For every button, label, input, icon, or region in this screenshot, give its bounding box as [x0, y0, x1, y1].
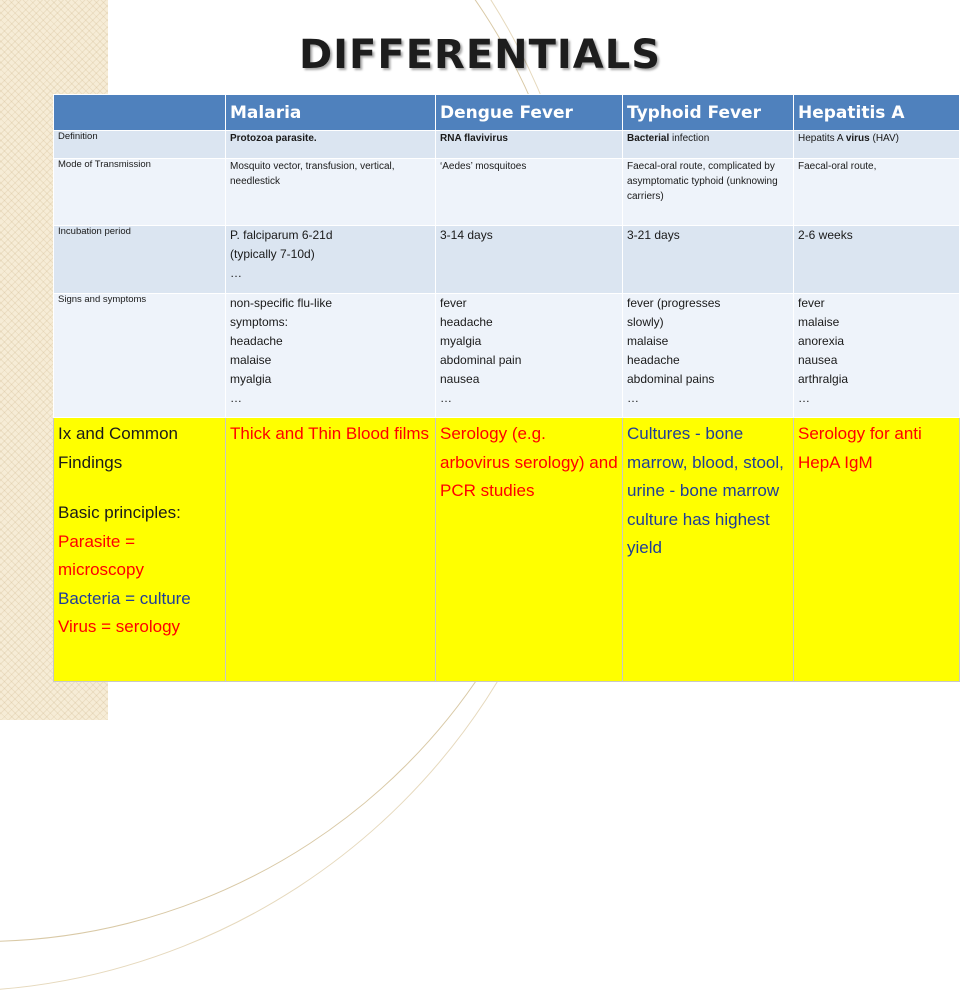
cell-symptoms-typhoid: fever (progresses slowly) malaise headache abdominal pains … [623, 294, 794, 418]
row-label-symptoms: Signs and symptoms [54, 294, 226, 418]
cell-transmission-dengue: ‘Aedes’ mosquitoes [436, 159, 623, 226]
cell-investigations-dengue: Serology (e.g. arbovirus serology) and PCR studies [436, 418, 623, 682]
cell-transmission-typhoid: Faecal-oral route, complicated by asymptomatic typhoid (unknowing carriers) [623, 159, 794, 226]
cell-investigations-malaria: Thick and Thin Blood films [226, 418, 436, 682]
row-incubation [54, 226, 960, 294]
principles-heading: Basic principles: [58, 503, 181, 522]
cell-symptoms-malaria: non-specific flu-like symptoms: headache malaise myalgia … [226, 294, 436, 418]
differentials-table [53, 94, 960, 682]
cell-definition-dengue: RNA flavivirus [436, 131, 623, 159]
header-typhoid: Typhoid Fever [623, 95, 794, 131]
slide-title [0, 32, 960, 78]
row-symptoms [54, 294, 960, 418]
header-hepatitis: Hepatitis A [794, 95, 960, 131]
row-label-definition: Definition [54, 131, 226, 159]
cell-definition-typhoid: Bacterial infection [623, 131, 794, 159]
cell-symptoms-dengue: fever headache myalgia abdominal pain nausea … [436, 294, 623, 418]
principle-parasite: Parasite = microscopy [58, 531, 144, 579]
cell-incubation-dengue: 3-14 days [436, 226, 623, 294]
row-label-transmission: Mode of Transmission [54, 159, 226, 226]
row-definition [54, 131, 960, 159]
cell-incubation-typhoid: 3-21 days [623, 226, 794, 294]
header-empty [54, 95, 226, 131]
cell-transmission-hepatitis: Faecal-oral route, [794, 159, 960, 226]
principle-bacteria: Bacteria = culture [58, 588, 191, 608]
row-investigations [54, 418, 960, 682]
row-transmission [54, 159, 960, 226]
cell-incubation-hepatitis: 2-6 weeks [794, 226, 960, 294]
cell-definition-malaria: Protozoa parasite. [226, 131, 436, 159]
cell-transmission-malaria: Mosquito vector, transfusion, vertical, needlestick [226, 159, 436, 226]
cell-definition-hepatitis: Hepatits A virus (HAV) [794, 131, 960, 159]
cell-incubation-malaria: P. falciparum 6-21d (typically 7-10d) … [226, 226, 436, 294]
table-header-row [54, 95, 960, 131]
row-label-incubation: Incubation period [54, 226, 226, 294]
cell-investigations-typhoid: Cultures - bone marrow, blood, stool, urine - bone marrow culture has highest yield [623, 418, 794, 682]
investigations-label: Ix and Common Findings [58, 424, 178, 472]
cell-investigations-hepatitis: Serology for anti HepA IgM [794, 418, 960, 682]
header-dengue: Dengue Fever [436, 95, 623, 131]
cell-symptoms-hepatitis: fever malaise anorexia nausea arthralgia … [794, 294, 960, 418]
header-malaria: Malaria [226, 95, 436, 131]
row-label-investigations [54, 418, 226, 682]
slide-title-text: DIFFERENTIALS [298, 32, 662, 78]
principle-virus: Virus = serology [58, 617, 181, 636]
